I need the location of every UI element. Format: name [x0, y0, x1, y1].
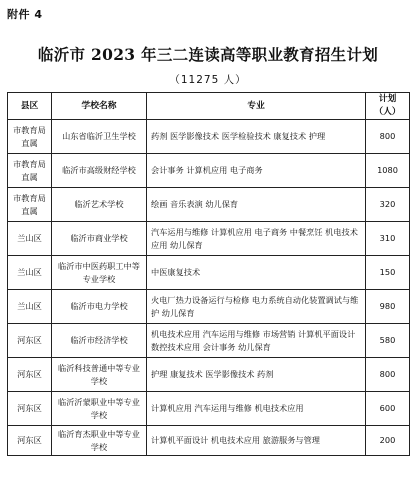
table-row: [8, 256, 410, 290]
cell-major: 中医康复技术: [147, 256, 366, 290]
cell-county: 兰山区: [8, 290, 52, 324]
cell-count: 800: [366, 120, 410, 154]
header-school: 学校名称: [52, 93, 147, 120]
cell-county: 河东区: [8, 324, 52, 358]
cell-county: 河东区: [8, 392, 52, 426]
total-count-subtitle: （11275 人）: [169, 74, 247, 86]
cell-county: 河东区: [8, 358, 52, 392]
cell-major: 火电厂热力设备运行与检修 电力系统自动化装置调试与维护 幼儿保育: [147, 290, 366, 324]
table-row: [8, 120, 410, 154]
cell-school: 临沂市中医药职工中等专业学校: [52, 256, 147, 290]
cell-count: 600: [366, 392, 410, 426]
cell-school: 临沂沂蒙职业中等专业学校: [52, 392, 147, 426]
cell-county: 兰山区: [8, 256, 52, 290]
header-count: 计划（人）: [366, 93, 410, 120]
cell-major: 护理 康复技术 医学影像技术 药剂: [147, 358, 366, 392]
cell-major: 计算机应用 汽车运用与维修 机电技术应用: [147, 392, 366, 426]
table-row: [8, 426, 410, 456]
cell-count: 1080: [366, 154, 410, 188]
cell-major: 药剂 医学影像技术 医学检验技术 康复技术 护理: [147, 120, 366, 154]
table-row: [8, 358, 410, 392]
cell-school: 临沂市电力学校: [52, 290, 147, 324]
cell-count: 980: [366, 290, 410, 324]
table-row: [8, 324, 410, 358]
table-header-row: [8, 93, 410, 120]
cell-major: 计算机平面设计 机电技术应用 旅游服务与管理: [147, 426, 366, 456]
table-row: [8, 392, 410, 426]
attachment-label: 附件 4: [7, 8, 43, 21]
table-row: [8, 188, 410, 222]
cell-count: 200: [366, 426, 410, 456]
page-title: 临沂市 2023 年三二连读高等职业教育招生计划: [37, 45, 379, 64]
cell-school: 临沂市经济学校: [52, 324, 147, 358]
cell-major: 汽车运用与维修 计算机应用 电子商务 中餐烹饪 机电技术应用 幼儿保育: [147, 222, 366, 256]
cell-county: 河东区: [8, 426, 52, 456]
table-row: [8, 222, 410, 256]
cell-count: 150: [366, 256, 410, 290]
cell-county: 市教育局直属: [8, 120, 52, 154]
cell-county: 兰山区: [8, 222, 52, 256]
cell-school: 临沂育杰职业中等专业学校: [52, 426, 147, 456]
cell-major: 绘画 音乐表演 幼儿保育: [147, 188, 366, 222]
cell-school: 山东省临沂卫生学校: [52, 120, 147, 154]
header-county: 县区: [8, 93, 52, 120]
cell-county: 市教育局直属: [8, 188, 52, 222]
cell-school: 临沂艺术学校: [52, 188, 147, 222]
cell-major: 会计事务 计算机应用 电子商务: [147, 154, 366, 188]
cell-count: 800: [366, 358, 410, 392]
header-major: 专业: [147, 93, 366, 120]
cell-school: 临沂科技普通中等专业学校: [52, 358, 147, 392]
cell-count: 580: [366, 324, 410, 358]
cell-count: 320: [366, 188, 410, 222]
cell-count: 310: [366, 222, 410, 256]
enrollment-plan-table: [7, 92, 410, 456]
cell-school: 临沂市商业学校: [52, 222, 147, 256]
table-row: [8, 154, 410, 188]
cell-major: 机电技术应用 汽车运用与维修 市场营销 计算机平面设计 数控技术应用 会计事务 幼儿保育: [147, 324, 366, 358]
cell-school: 临沂市高级财经学校: [52, 154, 147, 188]
cell-county: 市教育局直属: [8, 154, 52, 188]
table-row: [8, 290, 410, 324]
